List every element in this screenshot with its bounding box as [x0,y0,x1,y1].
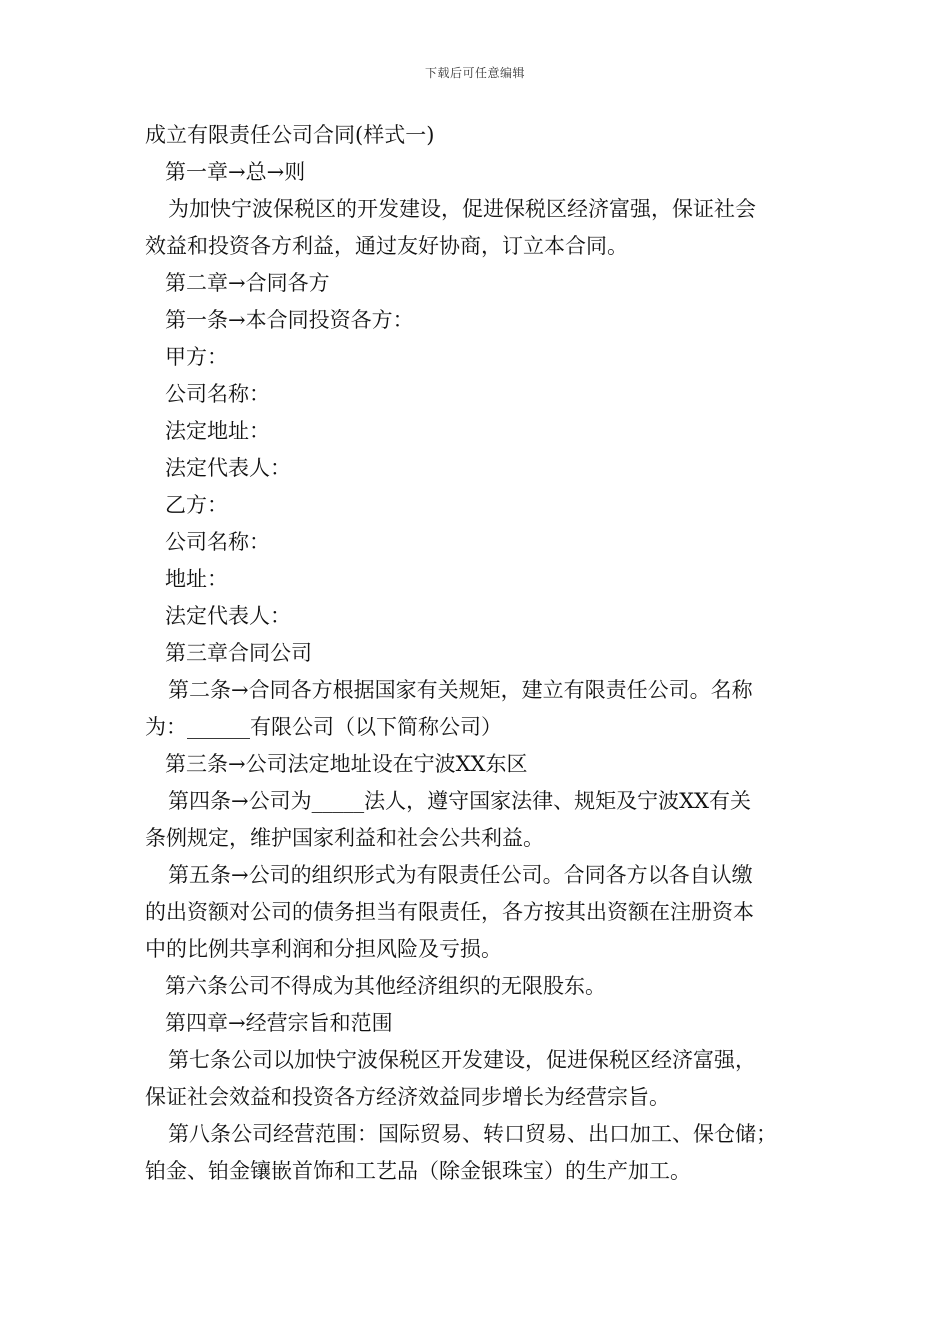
document-line: 第七条公司以加快宁波保税区开发建设，促进保税区经济富强， [168,1048,756,1072]
document-line: 公司名称： [165,530,270,554]
document-lines [145,154,807,1190]
document-line: 法定代表人： [165,456,291,480]
document-body [145,117,807,1190]
document-line: 法定地址： [165,419,270,443]
document-line: 第五条→公司的组织形式为有限责任公司。合同各方以各自认缴 [168,863,753,887]
document-line: 的出资额对公司的债务担当有限责任，各方按其出资额在注册资本 [145,900,754,924]
document-line: 第二章→合同各方 [165,271,330,295]
document-line: 第四章→经营宗旨和范围 [165,1011,393,1035]
document-line: 地址： [165,567,228,591]
document-line: 效益和投资各方利益，通过友好协商，订立本合同。 [145,234,628,258]
document-line: 甲方： [165,345,228,369]
document-line: 公司名称： [165,382,270,406]
document-line: 第三章合同公司 [165,641,312,665]
document-line: 铂金、铂金镶嵌首饰和工艺品（除金银珠宝）的生产加工。 [145,1159,691,1183]
page-header: 下载后可任意编辑 [424,66,525,80]
document-line: 保证社会效益和投资各方经济效益同步增长为经营宗旨。 [145,1085,670,1109]
document-line: 第二条→合同各方根据国家有关规矩，建立有限责任公司。名称 [168,678,753,702]
document-line: 第八条公司经营范围：国际贸易、转口贸易、出口加工、保仓储； [168,1122,777,1146]
document-line: 为加快宁波保税区的开发建设，促进保税区经济富强，保证社会 [168,197,756,221]
document-line: 法定代表人： [165,604,291,628]
document-title: 成立有限责任公司合同(样式一) [145,123,435,147]
document-line: 第六条公司不得成为其他经济组织的无限股东。 [165,974,606,998]
document-line: 中的比例共享利润和分担风险及亏损。 [145,937,502,961]
document-line: 第三条→公司法定地址设在宁波XX东区 [165,752,528,776]
document-line: 乙方： [165,493,228,517]
document-line: 第四条→公司为_____法人，遵守国家法律、规矩及宁波XX有关 [168,789,751,813]
document-line: 第一条→本合同投资各方： [165,308,414,332]
document-line: 为：______有限公司（以下简称公司） [145,715,502,739]
document-line: 条例规定，维护国家利益和社会公共利益。 [145,826,544,850]
document-line: 第一章→总→则 [165,160,306,184]
